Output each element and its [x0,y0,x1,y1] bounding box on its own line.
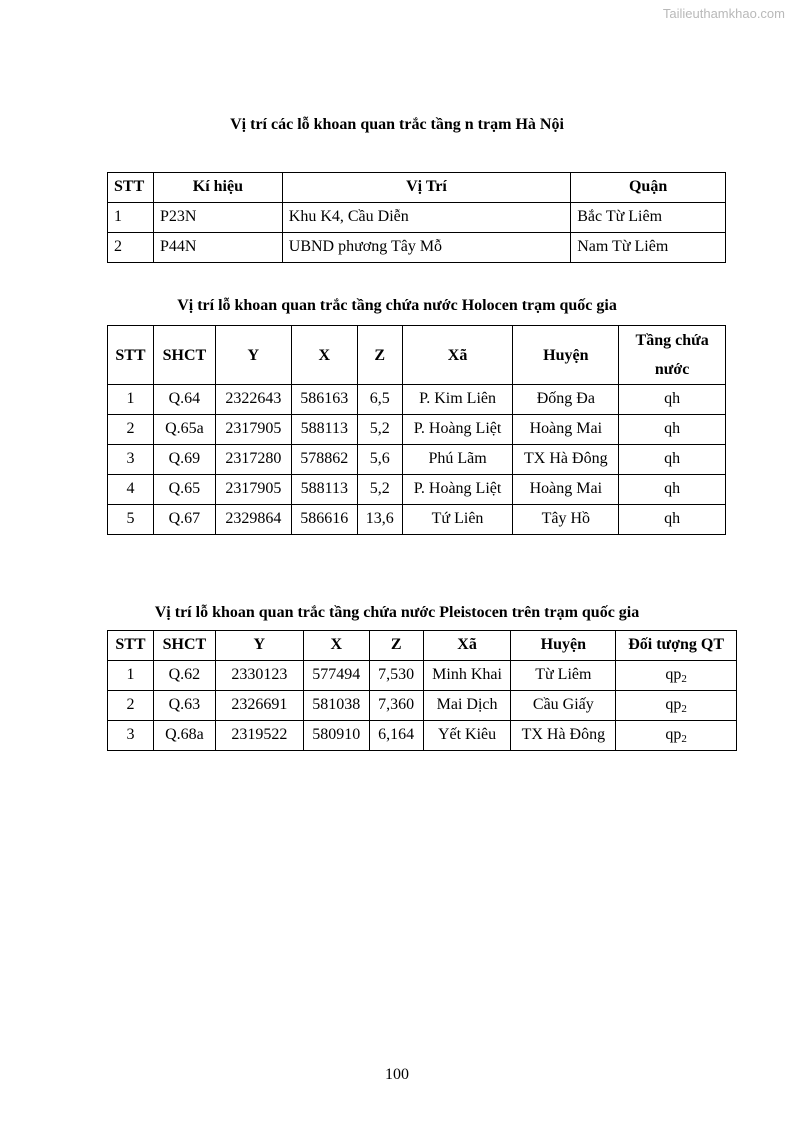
table-cell: Hoàng Mai [513,415,619,445]
table2-header-cell: X [291,326,357,385]
table-cell: Q.68a [153,721,215,751]
table-cell: 13,6 [357,505,402,535]
table-cell: 5,2 [357,415,402,445]
table-cell: 588113 [291,475,357,505]
table-cell: qh [619,475,726,505]
aquifer-subscript: 2 [681,732,687,745]
aquifer-subscript: 2 [681,702,687,715]
table3-header-cell: SHCT [153,631,215,661]
table-cell: P. Hoàng Liệt [402,415,513,445]
table-cell: 2322643 [215,385,291,415]
table2-header-cell: Z [357,326,402,385]
table-cell [616,691,737,721]
table-cell: 1 [108,661,154,691]
table3-header-row [108,631,737,661]
table-cell: Q.64 [153,385,215,415]
table-row [108,415,726,445]
table-cell: Minh Khai [423,661,511,691]
table-cell: P. Hoàng Liệt [402,475,513,505]
table-cell: 3 [108,721,154,751]
table-cell: 2329864 [215,505,291,535]
table2-header-row [108,326,726,385]
table1-header-cell: Vị Trí [282,173,570,203]
table2-header-cell: SHCT [153,326,215,385]
table-cell: Q.67 [153,505,215,535]
aquifer-code: qp [665,725,682,743]
aquifer-code: qp [665,695,682,713]
table-row [108,203,726,233]
table-cell: Q.65 [153,475,215,505]
table-cell: Q.62 [153,661,215,691]
table-cell: Phú Lãm [402,445,513,475]
table-cell: 2 [108,691,154,721]
table-cell: TX Hà Đông [513,445,619,475]
table-row [108,721,737,751]
table-cell: TX Hà Đông [511,721,616,751]
table1-title: Vị trí các lỗ khoan quan trắc tầng n trạm Hà Nội [230,116,564,133]
table-cell: 581038 [303,691,369,721]
table-cell: qh [619,415,726,445]
table-cell: 588113 [291,415,357,445]
table-cell: Yết Kiêu [423,721,511,751]
table-cell [616,661,737,691]
table-row [108,475,726,505]
table1-header-cell: STT [108,173,154,203]
table-cell: P. Kim Liên [402,385,513,415]
table2-header-cell: Huyện [513,326,619,385]
table2-header-cell: Xã [402,326,513,385]
table-cell: 6,5 [357,385,402,415]
table-row [108,505,726,535]
table-cell: 586616 [291,505,357,535]
table-cell: Hoàng Mai [513,475,619,505]
table2-header-cell: STT [108,326,154,385]
table-cell: Khu K4, Cầu Diễn [282,203,570,233]
table-cell: 2319522 [215,721,303,751]
table-cell: P44N [153,233,282,263]
table1-header-cell: Quận [571,173,726,203]
table-cell: 1 [108,385,154,415]
table1-header-cell: Kí hiệu [153,173,282,203]
table-cell: 580910 [303,721,369,751]
table-cell: Bắc Từ Liêm [571,203,726,233]
table-row [108,233,726,263]
table-row [108,691,737,721]
table-cell: 2326691 [215,691,303,721]
table3-header-cell: Xã [423,631,511,661]
table-row [108,385,726,415]
table-cell: 5,6 [357,445,402,475]
table-cell: 3 [108,445,154,475]
table2-header-cell: Y [215,326,291,385]
table-cell: 5,2 [357,475,402,505]
watermark: Tailieuthamkhao.com [662,6,785,21]
table-cell: 586163 [291,385,357,415]
table-cell: 5 [108,505,154,535]
table-cell: qh [619,445,726,475]
table-cell: 1 [108,203,154,233]
table3-header-cell: Z [369,631,423,661]
table2-title: Vị trí lỗ khoan quan trắc tầng chứa nước Holocen trạm quốc gia [177,297,617,314]
table-cell: Tứ Liên [402,505,513,535]
table1 [107,172,726,263]
table-cell: 2317905 [215,475,291,505]
table-cell: Q.65a [153,415,215,445]
table-cell: UBND phương Tây Mỗ [282,233,570,263]
table3-header-cell: Huyện [511,631,616,661]
table2-header-cell: Tầng chứa nước [619,326,726,385]
table-cell: qh [619,385,726,415]
table-cell: 2317280 [215,445,291,475]
table3-title: Vị trí lỗ khoan quan trắc tầng chứa nước Pleistocen trên trạm quốc gia [154,604,640,621]
table-cell: Q.63 [153,691,215,721]
table-cell: Mai Dịch [423,691,511,721]
table1-header-row [108,173,726,203]
table-cell: Cầu Giấy [511,691,616,721]
aquifer-code: qp [665,665,682,683]
table-cell: Nam Từ Liêm [571,233,726,263]
table-cell: 2 [108,415,154,445]
table-row [108,445,726,475]
table3-header-cell: STT [108,631,154,661]
table3-header-cell: Y [215,631,303,661]
table-cell: Q.69 [153,445,215,475]
table-cell: qh [619,505,726,535]
table-cell: 577494 [303,661,369,691]
aquifer-subscript: 2 [681,672,687,685]
table-cell: 2317905 [215,415,291,445]
table-cell: Tây Hồ [513,505,619,535]
table-cell: 2330123 [215,661,303,691]
table-cell: 7,530 [369,661,423,691]
table-cell [616,721,737,751]
table-row [108,661,737,691]
table-cell: Đống Đa [513,385,619,415]
table-cell: 4 [108,475,154,505]
table3-header-cell: X [303,631,369,661]
page-number: 100 [385,1066,409,1083]
table-cell: 578862 [291,445,357,475]
table-cell: Từ Liêm [511,661,616,691]
table2 [107,325,726,535]
table3-header-cell: Đối tượng QT [616,631,737,661]
table3 [107,630,737,751]
table-cell: 2 [108,233,154,263]
table-cell: P23N [153,203,282,233]
table-cell: 7,360 [369,691,423,721]
table-cell: 6,164 [369,721,423,751]
